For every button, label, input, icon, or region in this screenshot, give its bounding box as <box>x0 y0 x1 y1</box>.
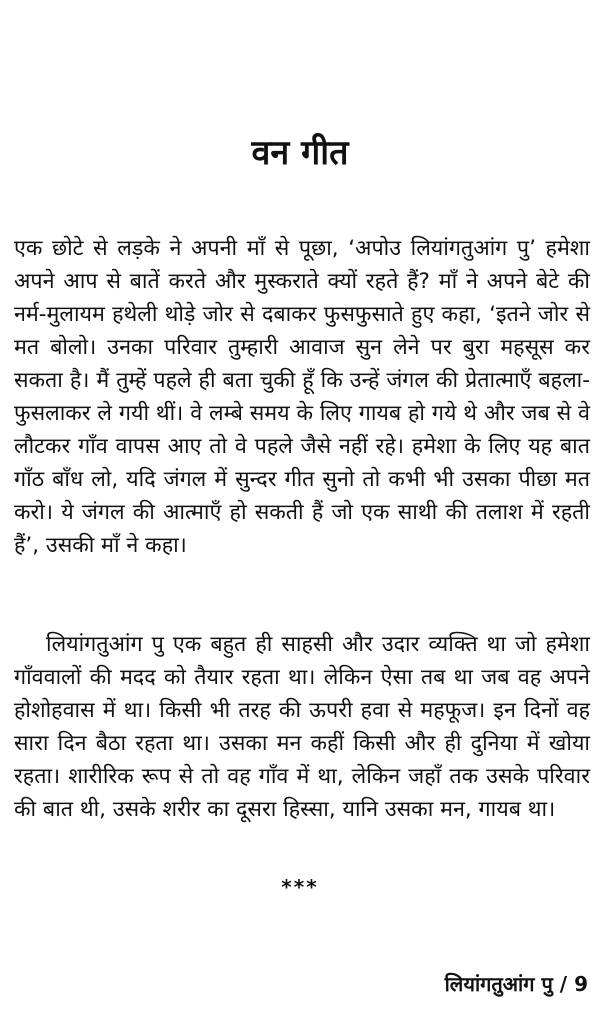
page-footer <box>445 970 588 998</box>
paragraph-1: एक छोटे से लड़के ने अपनी माँ से पूछा, ‘अपोउ लियांगतुआंग पु’ हमेशा अपने आप से बातें करते और मुस्कराते क्यों रहते हैं? माँ ने अपने बेटे की नर्म-मुलायम हथेली थोड़े जोर से दबाकर फुसफुसाते हुए कहा, ‘इतने जोर से मत बोलो। उनका परिवार तुम्हारी आवाज सुन लेने पर बुरा महसूस कर सकता है। मैं तुम्हें पहले ही बता चुकी हूँ कि उन्हें जंगल की प्रेतात्माएँ बहला-फुसलाकर ले गयी थीं। वे लम्बे समय के लिए गायब हो गये थे और जब से वे लौटकर गाँव वापस आए तो वे पहले जैसे नहीं रहे। हमेशा के लिए यह बात गाँठ बाँध लो, यदि जंगल में सुन्दर गीत सुनो तो कभी भी उसका पीछा मत करो। ये जंगल की आत्माएँ हो सकती हैं जो एक साथी की तलाश में रहती हैं’, उसकी माँ ने कहा। <box>14 236 590 558</box>
section-separator: *** <box>281 875 319 899</box>
running-title: लियांगतुआंग पु <box>444 972 553 996</box>
page-number: 9 <box>574 972 588 996</box>
paragraph-2: लियांगतुआंग पु एक बहुत ही साहसी और उदार व्यक्ति था जो हमेशा गाँववालों की मदद को तैयार रहता था। लेकिन ऐसा तब था जब वह अपने होशोहवास में था। किसी भी तरह की ऊपरी हवा से महफूज। इन दिनों वह सारा दिन बैठा रहता था। उसका मन कहीं किसी और ही दुनिया में खोया रहता। शारीरिक रूप से तो वह गाँव में था, लेकिन जहाँ तक उसके परिवार की बात थी, उसके शरीर का दूसरा हिस्सा, यानि उसका मन, गायब था। <box>14 632 590 822</box>
chapter-title: वन गीत <box>251 132 349 173</box>
footer-divider: / <box>559 972 568 996</box>
